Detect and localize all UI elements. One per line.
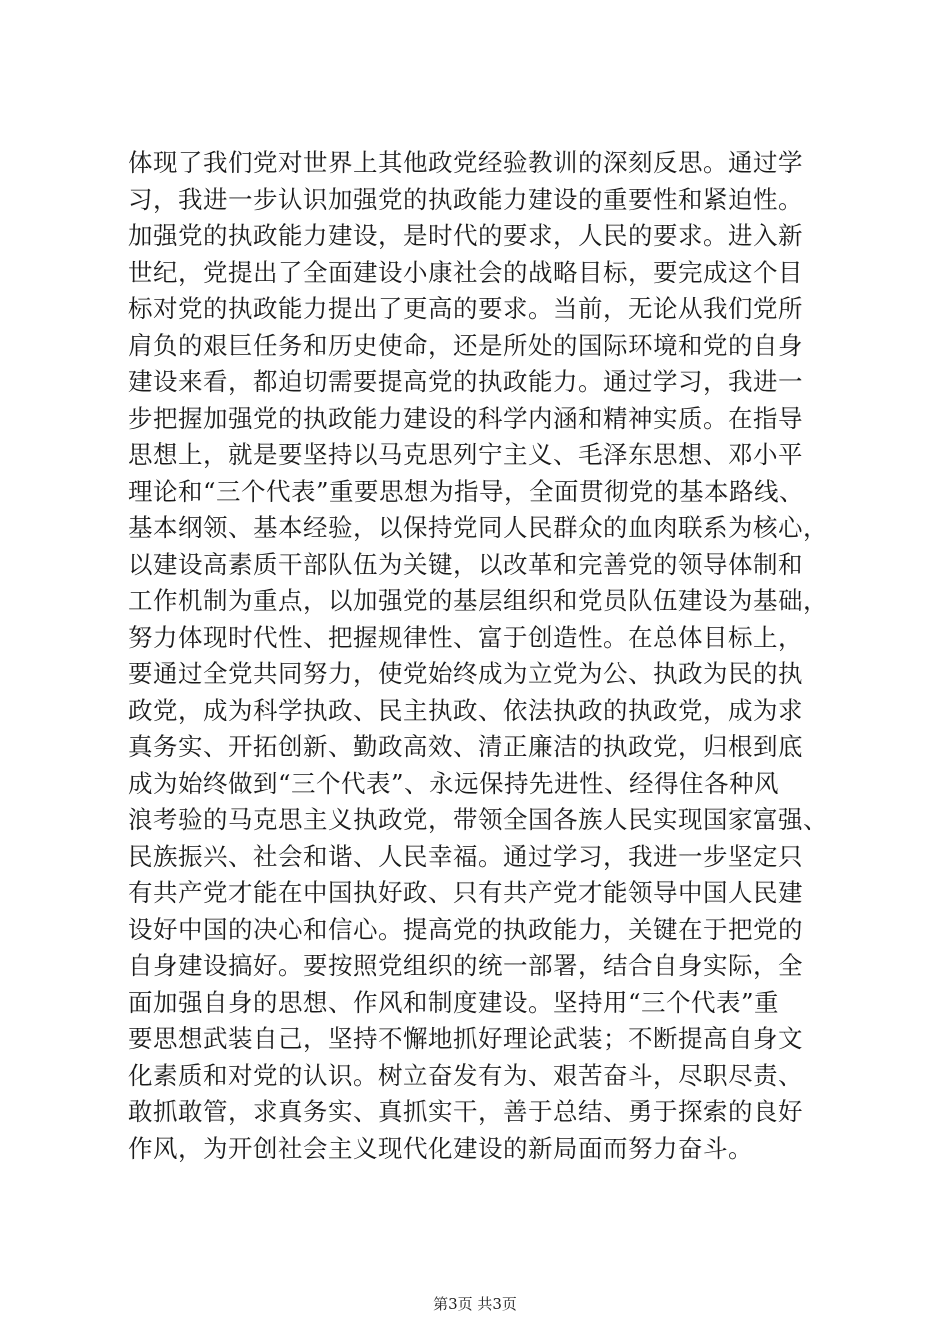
text-line: 标对党的执政能力提出了更高的要求。当前，无论从我们党所	[128, 294, 803, 323]
text-line: 设好中国的决心和信心。提高党的执政能力，关键在于把党的	[128, 914, 803, 944]
text-line: 敢抓敢管，求真务实、真抓实干，善于总结、勇于探索的良好	[128, 1097, 803, 1126]
text-line: 民族振兴、社会和谐、人民幸福。通过学习，我进一步坚定只	[128, 841, 803, 871]
text-line: 有共产党才能在中国执好政、只有共产党才能领导中国人民建	[128, 878, 803, 907]
text-line: 化素质和对党的认识。树立奋发有为、艰苦奋斗，尽职尽责、	[128, 1060, 803, 1090]
text-line: 努力体现时代性、把握规律性、富于创造性。在总体目标上，	[128, 622, 803, 652]
text-line: 作风，为开创社会主义现代化建设的新局面而努力奋斗。	[128, 1133, 753, 1163]
text-line: 要通过全党共同努力，使党始终成为立党为公、执政为民的执	[128, 659, 803, 688]
text-line: 习，我进一步认识加强党的执政能力建设的重要性和紧迫性。	[128, 184, 803, 214]
text-line: 自身建设搞好。要按照党组织的统一部署，结合自身实际，全	[128, 951, 803, 980]
text-line: 真务实、开拓创新、勤政高效、清正廉洁的执政党，归根到底	[128, 732, 803, 761]
text-line: 建设来看，都迫切需要提高党的执政能力。通过学习，我进一	[128, 367, 803, 396]
text-line: 以建设高素质干部队伍为关键，以改革和完善党的领导体制和	[128, 549, 803, 579]
body-paragraph	[128, 145, 868, 1167]
text-line: 工作机制为重点，以加强党的基层组织和党员队伍建设为基础，	[128, 586, 828, 615]
text-line: 步把握加强党的执政能力建设的科学内涵和精神实质。在指导	[128, 403, 803, 433]
text-line: 政党，成为科学执政、民主执政、依法执政的执政党，成为求	[128, 695, 803, 725]
text-line: 面加强自身的思想、作风和制度建设。坚持用“三个代表”重	[128, 987, 780, 1017]
text-line: 要思想武装自己，坚持不懈地抓好理论武装；不断提高自身文	[128, 1024, 803, 1053]
text-line: 肩负的艰巨任务和历史使命，还是所处的国际环境和党的自身	[128, 330, 803, 360]
text-line: 理论和“三个代表”重要思想为指导，全面贯彻党的基本路线、	[128, 476, 805, 506]
text-line: 加强党的执政能力建设，是时代的要求，人民的要求。进入新	[128, 221, 803, 250]
text-line: 基本纲领、基本经验，以保持党同人民群众的血肉联系为核心，	[128, 513, 828, 542]
text-line: 浪考验的马克思主义执政党，带领全国各族人民实现国家富强、	[128, 805, 828, 834]
text-line: 世纪，党提出了全面建设小康社会的战略目标，要完成这个目	[128, 257, 803, 287]
text-line: 思想上，就是要坚持以马克思列宁主义、毛泽东思想、邓小平	[128, 440, 803, 469]
page-number-footer: 第3页 共3页	[433, 1295, 517, 1313]
text-line: 成为始终做到“三个代表”、永远保持先进性、经得住各种风	[128, 768, 780, 798]
text-line: 体现了我们党对世界上其他政党经验教训的深刻反思。通过学	[128, 148, 803, 177]
